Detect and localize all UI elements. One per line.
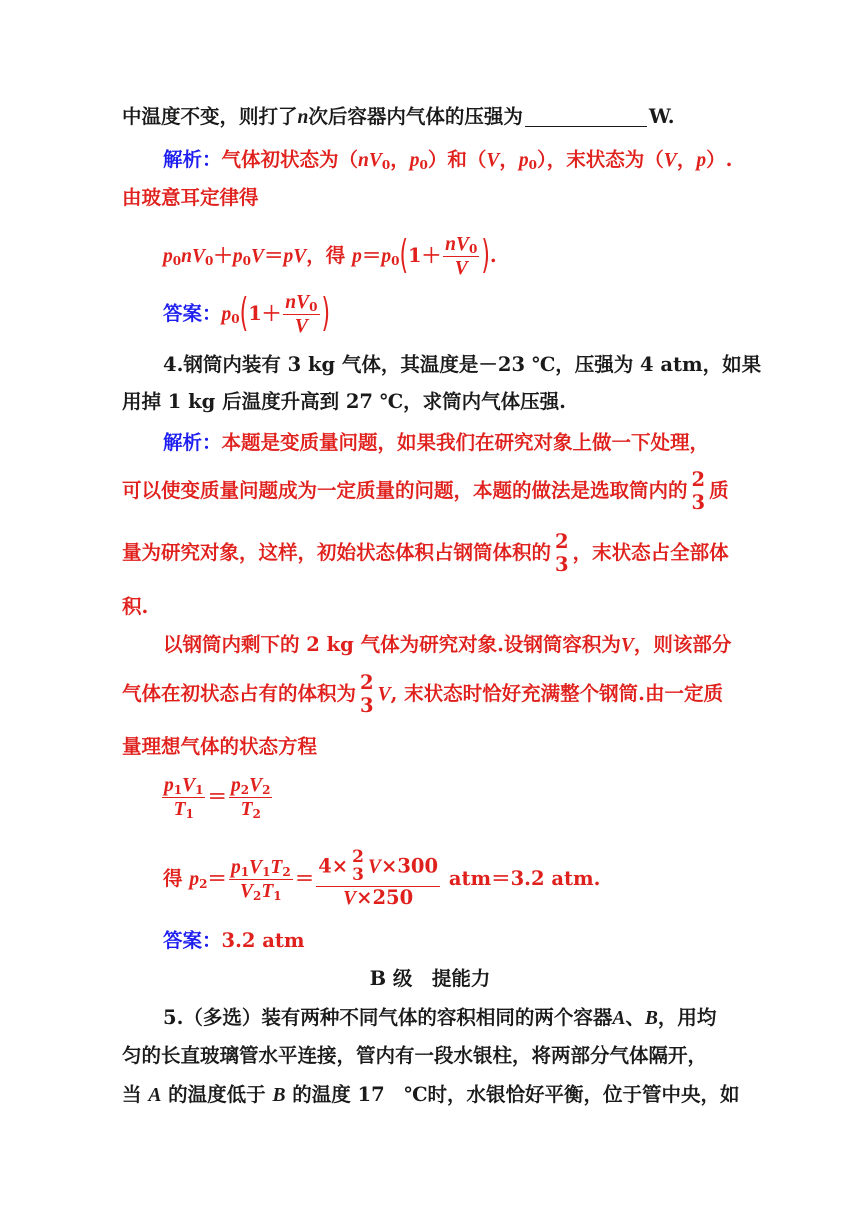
question-4-line-1: 4.钢筒内装有 3 kg 气体，其温度是－23 ℃，压强为 4 atm，如果 bbox=[163, 353, 762, 376]
analysis-4-line-1: 解析：本题是变质量问题，如果我们在研究对象上做一下处理， bbox=[163, 431, 710, 454]
analysis-label: 解析： bbox=[163, 148, 222, 171]
var-n: n bbox=[297, 107, 309, 128]
answer-blank bbox=[525, 106, 647, 127]
answer-label: 答案： bbox=[163, 302, 222, 325]
state-equation: $\frac{p_1V_1}{T_1}$ ＝ $\frac{p_2V_2}{T_2}$ bbox=[164, 774, 271, 821]
analysis-4-line-3: 量为研究对象，这样，初始状态体积占钢筒体积的 2 3 ，末状态占全部体 bbox=[122, 530, 729, 576]
analysis-4-line-2: 可以使变质量问题成为一定质量的问题，本题的做法是选取筒内的 2 3 质 bbox=[122, 468, 729, 514]
analysis-label: 解析： bbox=[163, 431, 222, 454]
analysis-3-line-2: 由玻意耳定律得 bbox=[122, 186, 259, 209]
question-4-line-2: 用掉 1 kg 后温度升高到 27 ℃，求筒内气体压强. bbox=[122, 390, 566, 413]
answer-label: 答案： bbox=[163, 929, 222, 952]
solution-equation: 得 $p_2=$ $\frac{p_1V_1T_2}{V_2T_1}$ ＝ 4× 2 3 V×300 V×250 atm＝3.2 atm. bbox=[163, 847, 601, 910]
analysis-4-line-6: 气体在初状态占有的体积为 2 3 V, 末状态时恰好充满整个钢筒.由一定质 bbox=[122, 671, 723, 717]
question-5-line-3: 当 A 的温度低于 B 的温度 17 ℃时，水银恰好平衡，位于管中央，如 bbox=[122, 1083, 740, 1106]
answer-3: 答案：$p_0(1+$ $\frac{nV_0}{V}$ ) bbox=[163, 291, 331, 337]
section-heading: B 级 提能力 bbox=[369, 967, 491, 990]
analysis-4-line-5: 以钢筒内剩下的 2 kg 气体为研究对象.设钢筒容积为V，则该部分 bbox=[163, 633, 732, 656]
equation-boyle: $p_0nV_0+p_0V=pV$，得 $p=p_0(1+$ $\frac{nV_0}{V}$ ). bbox=[163, 233, 497, 279]
question-3-tail: 中温度不变，则打了n次后容器内气体的压强为 W. bbox=[122, 105, 675, 128]
analysis-3-line-1: 解析：气体初状态为（$nV_0$，$p_0$）和（V，$p_0$），末状态为（V，p）. bbox=[163, 148, 733, 172]
question-5-line-1: 5.（多选）装有两种不同气体的容积相同的两个容器A、B，用均 bbox=[163, 1006, 717, 1029]
question-5-line-2: 匀的长直玻璃管水平连接，管内有一段水银柱，将两部分气体隔开， bbox=[122, 1044, 708, 1067]
analysis-4-line-4: 积. bbox=[122, 595, 149, 618]
analysis-4-line-7: 量理想气体的状态方程 bbox=[122, 735, 318, 758]
answer-4: 答案：3.2 atm bbox=[163, 929, 305, 952]
